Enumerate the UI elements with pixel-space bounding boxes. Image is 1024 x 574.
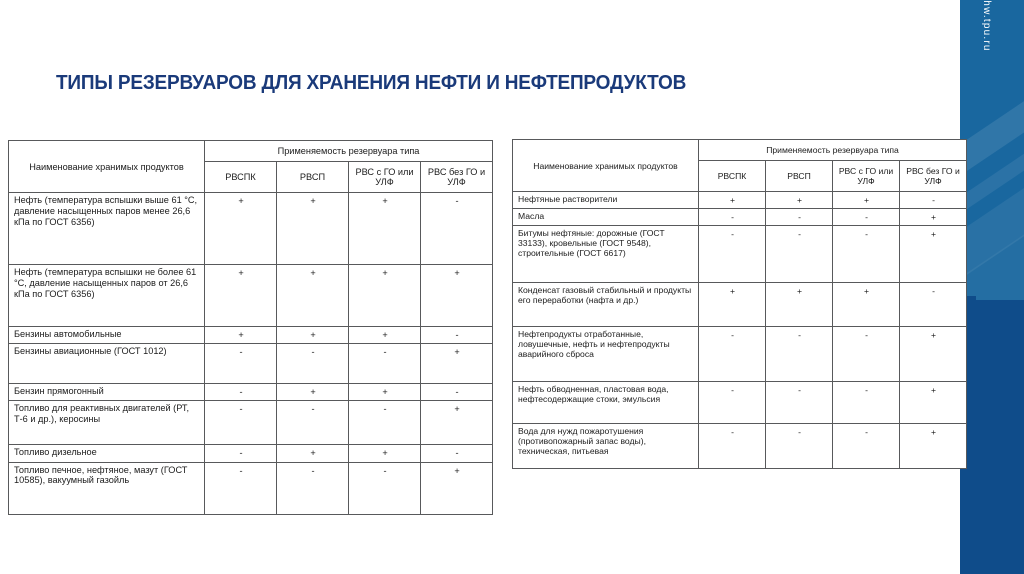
not-applicable-mark: - [455,330,459,340]
product-name-cell: Бензин прямогонный [9,384,205,401]
table-row [9,193,493,265]
not-applicable-mark: - [311,404,315,415]
applicability-cell-2 [766,327,833,382]
header-type-2: РВСП [766,161,833,192]
applicability-cell-2 [277,327,349,344]
applicability-cell-4 [900,382,967,424]
not-applicable-mark: - [731,385,734,395]
applicability-cell-4 [421,265,493,327]
product-name-cell: Нефть (температура вспышки не более 61 °С, давление насыщенных паров от 26,6 кПа по ГОСТ 6356) [9,265,205,327]
applicability-cell-1 [205,265,277,327]
product-name-cell: Масла [513,209,699,226]
applicability-cell-3 [349,384,421,401]
product-name-cell: Нефтяные растворители [513,192,699,209]
not-applicable-mark: - [731,427,734,437]
applicability-cell-3 [349,193,421,265]
applicable-mark: + [454,465,460,476]
not-applicable-mark: - [455,448,459,459]
applicability-cell-4 [900,192,967,209]
applicability-cell-1 [699,382,766,424]
applicability-cell-4 [900,327,967,382]
not-applicable-mark: - [865,229,868,239]
watermark-label: hw.tpu.ru [981,0,992,52]
applicability-cell-1 [699,209,766,226]
applicable-mark: + [310,268,316,278]
table-row [513,209,967,226]
applicability-cell-4 [421,327,493,344]
table-right-body [513,140,967,469]
applicability-cell-1 [205,193,277,265]
header-type-3: РВС с ГО или УЛФ [833,161,900,192]
table-row [9,327,493,344]
not-applicable-mark: - [455,196,459,206]
applicable-mark: + [382,448,388,459]
not-applicable-mark: - [311,465,315,476]
table-header-row-primary [9,141,493,162]
table-left-body [9,141,493,515]
applicability-cell-2 [277,344,349,384]
applicable-mark: + [238,330,244,340]
not-applicable-mark: - [239,448,243,459]
not-applicable-mark: - [455,387,459,398]
applicability-cell-4 [421,462,493,514]
applicability-cell-3 [349,344,421,384]
applicability-cell-2 [766,283,833,327]
applicable-mark: + [382,330,388,340]
product-name-cell: Топливо печное, нефтяное, мазут (ГОСТ 10585), вакуумный газойль [9,462,205,514]
product-name-cell: Нефть (температура вспышки выше 61 °С, давление насыщенных паров менее 26,6 кПа по ГОСТ 6356) [9,193,205,265]
not-applicable-mark: - [239,347,243,358]
applicability-cell-2 [277,445,349,462]
applicable-mark: + [931,427,937,437]
header-type-4: РВС без ГО и УЛФ [900,161,967,192]
applicability-cell-3 [833,209,900,226]
product-name-cell: Конденсат газовый стабильный и продукты его переработки (нафта и др.) [513,283,699,327]
applicable-mark: + [454,404,460,415]
product-name-cell: Нефтепродукты отработанные, ловушечные, нефть и нефтепродукты аварийного сброса [513,327,699,382]
applicability-cell-4 [900,283,967,327]
header-type-3: РВС с ГО или УЛФ [349,162,421,193]
not-applicable-mark: - [383,404,387,415]
applicable-mark: + [310,330,316,340]
not-applicable-mark: - [731,229,734,239]
table-row [9,384,493,401]
applicability-cell-2 [766,192,833,209]
table-row [9,401,493,445]
applicable-mark: + [863,195,870,205]
page-title: ТИПЫ РЕЗЕРВУАРОВ ДЛЯ ХРАНЕНИЯ НЕФТИ И НЕФТЕПРОДУКТОВ [56,72,687,94]
applicable-mark: + [931,385,937,395]
applicability-cell-3 [349,462,421,514]
not-applicable-mark: - [865,330,868,340]
applicability-cell-2 [766,209,833,226]
product-name-cell: Битумы нефтяные: дорожные (ГОСТ 33133), кровельные (ГОСТ 9548), строительные (ГОСТ 6617) [513,226,699,283]
applicable-mark: + [454,347,460,358]
applicability-cell-3 [349,401,421,445]
product-name-cell: Топливо для реактивных двигателей (РТ, Т-6 и др.), керосины [9,401,205,445]
applicability-cell-3 [833,327,900,382]
applicability-cell-2 [766,382,833,424]
not-applicable-mark: - [865,385,868,395]
table-row [513,327,967,382]
applicability-cell-3 [833,424,900,469]
table-row [9,344,493,384]
not-applicable-mark: - [383,465,387,476]
applicability-cell-4 [421,445,493,462]
applicability-cell-2 [766,226,833,283]
applicability-cell-4 [421,193,493,265]
applicable-mark: + [238,196,244,206]
header-applicability: Применяемость резервуара типа [205,141,493,162]
product-name-cell: Бензины автомобильные [9,327,205,344]
applicability-cell-1 [699,226,766,283]
applicability-cell-3 [833,382,900,424]
not-applicable-mark: - [731,212,734,222]
applicability-cell-2 [277,193,349,265]
table-row [513,192,967,209]
reservoir-applicability-table-left [8,140,493,515]
not-applicable-mark: - [798,212,801,222]
applicability-cell-1 [699,283,766,327]
applicable-mark: + [238,268,244,278]
product-name-cell: Топливо дизельное [9,445,205,462]
header-products: Наименование хранимых продуктов [513,140,699,192]
table-row [513,424,967,469]
not-applicable-mark: - [239,465,243,476]
not-applicable-mark: - [798,385,801,395]
applicable-mark: + [931,330,937,340]
not-applicable-mark: - [865,427,868,437]
not-applicable-mark: - [932,286,935,296]
table-header-row-primary [513,140,967,161]
not-applicable-mark: - [239,404,243,415]
product-name-cell: Бензины авиационные (ГОСТ 1012) [9,344,205,384]
applicability-cell-3 [833,226,900,283]
applicability-cell-1 [205,445,277,462]
applicability-cell-4 [421,344,493,384]
header-applicability: Применяемость резервуара типа [699,140,967,161]
table-row [9,265,493,327]
applicability-cell-2 [277,265,349,327]
applicability-cell-4 [421,401,493,445]
not-applicable-mark: - [239,387,243,398]
header-type-1: РВСПК [205,162,277,193]
applicability-cell-4 [900,209,967,226]
applicability-cell-1 [699,327,766,382]
applicability-cell-2 [277,401,349,445]
not-applicable-mark: - [731,330,734,340]
not-applicable-mark: - [798,427,801,437]
table-row [513,382,967,424]
applicability-cell-4 [900,226,967,283]
applicable-mark: + [931,229,937,239]
applicability-cell-3 [833,283,900,327]
applicability-cell-3 [833,192,900,209]
applicability-cell-1 [205,384,277,401]
applicability-cell-1 [205,462,277,514]
not-applicable-mark: - [798,330,801,340]
not-applicable-mark: - [311,347,315,358]
not-applicable-mark: - [932,195,935,205]
table-row [513,283,967,327]
applicable-mark: + [796,195,803,205]
applicable-mark: + [863,286,870,296]
applicability-cell-3 [349,327,421,344]
applicable-mark: + [729,286,736,296]
applicable-mark: + [382,268,388,278]
header-type-4: РВС без ГО и УЛФ [421,162,493,193]
applicability-cell-1 [205,327,277,344]
header-products: Наименование хранимых продуктов [9,141,205,193]
side-panel-upper-band [960,0,1024,300]
not-applicable-mark: - [865,212,868,222]
header-type-2: РВСП [277,162,349,193]
applicability-cell-2 [277,462,349,514]
applicable-mark: + [796,286,803,296]
applicability-cell-4 [421,384,493,401]
decorative-side-panel [960,0,1024,574]
table-row [9,462,493,514]
applicable-mark: + [382,196,388,206]
applicability-cell-2 [277,384,349,401]
table-row [9,445,493,462]
applicability-cell-3 [349,445,421,462]
applicability-cell-4 [900,424,967,469]
applicable-mark: + [310,196,316,206]
applicable-mark: + [310,448,316,459]
applicability-cell-1 [699,192,766,209]
applicable-mark: + [382,387,388,398]
applicability-cell-2 [766,424,833,469]
applicable-mark: + [310,387,316,398]
applicable-mark: + [931,212,937,222]
not-applicable-mark: - [798,229,801,239]
applicability-cell-3 [349,265,421,327]
applicable-mark: + [729,195,736,205]
table-row [513,226,967,283]
applicability-cell-1 [699,424,766,469]
reservoir-applicability-table-right [512,139,967,469]
product-name-cell: Нефть обводненная, пластовая вода, нефтесодержащие стоки, эмульсия [513,382,699,424]
applicable-mark: + [454,268,460,278]
applicability-cell-1 [205,401,277,445]
header-type-1: РВСПК [699,161,766,192]
applicability-cell-1 [205,344,277,384]
not-applicable-mark: - [383,347,387,358]
product-name-cell: Вода для нужд пожаротушения (противопожарный запас воды), техническая, питьевая [513,424,699,469]
